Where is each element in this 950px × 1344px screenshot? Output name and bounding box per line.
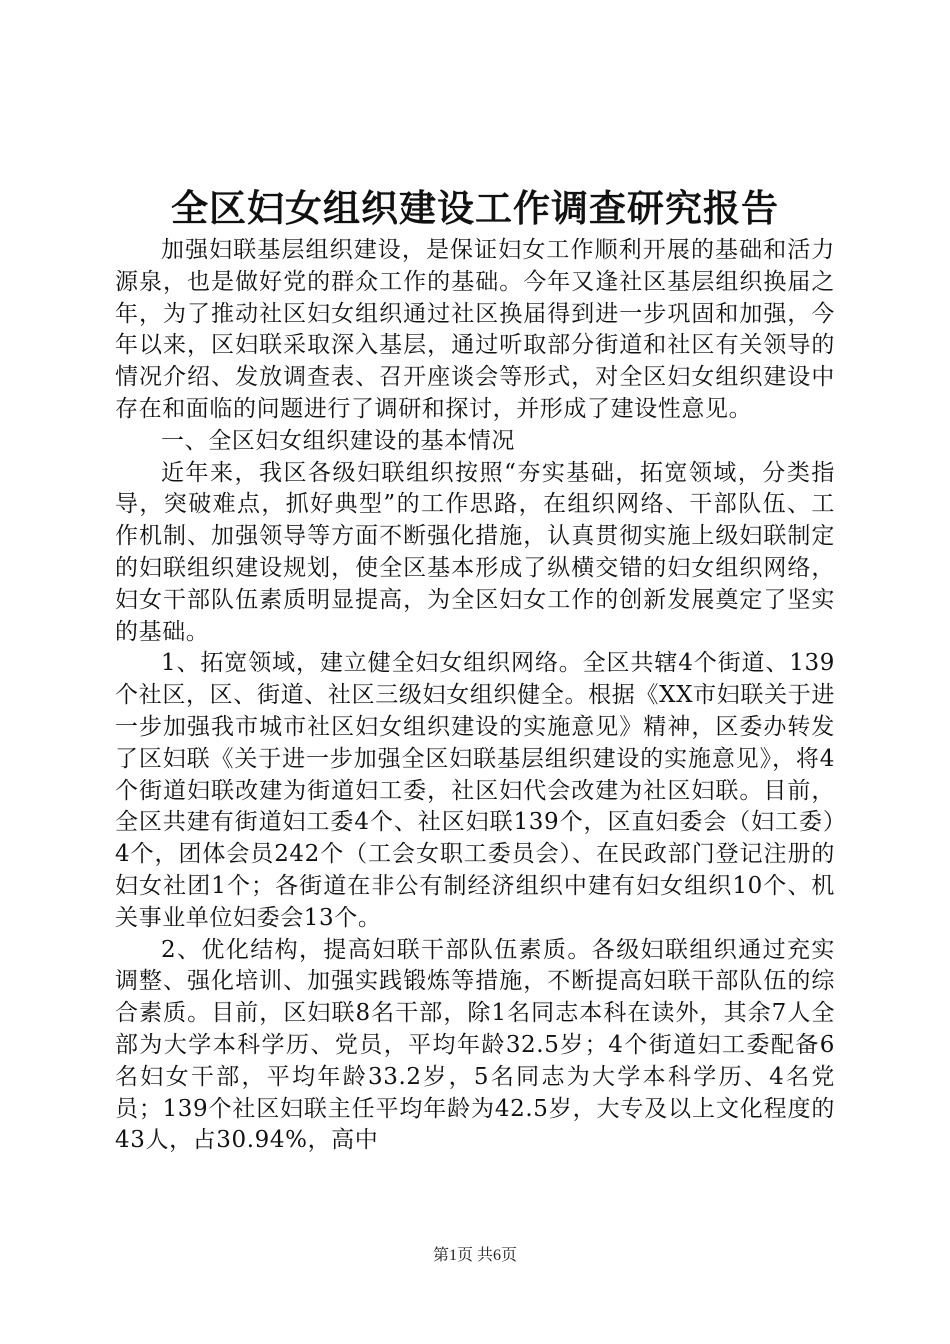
organization-network-paragraph: 1、拓宽领域，建立健全妇女组织网络。全区共辖4个街道、139个社区，区、街道、社区三级妇女组织健全。根据《XX市妇联关于进一步加强我市城市社区妇女组织建设的实施意见》精神，区委办转发了区妇联《关于进一步加强全区妇联基层组织建设的实施意见》，将4个街道妇联改建为街道妇工委，社区妇代会改建为社区妇联。目前，全区共建有街道妇工委4个、社区妇联139个，区直妇委会（妇工委）4个，团体会员242个（工会女职工委员会）、在民政部门登记注册的妇女社团1个；各街道在非公有制经济组织中建有妇女组织10个、机关事业单位妇委会13个。 xyxy=(115,650,835,931)
intro-paragraph: 加强妇联基层组织建设，是保证妇女工作顺利开展的基础和活力源泉，也是做好党的群众工作的基础。今年又逢社区基层组织换届之年，为了推动社区妇女组织通过社区换届得到进一步巩固和加强，今年以来，区妇联采取深入基层，通过听取部分街道和社区有关领导的情况介绍、发放调查表、召开座谈会等形式，对全区妇女组织建设中存在和面临的问题进行了调研和探讨，并形成了建设性意见。 xyxy=(115,237,835,422)
cadre-quality-paragraph: 2、优化结构，提高妇联干部队伍素质。各级妇联组织通过充实调整、强化培训、加强实践锻炼等措施，不断提高妇联干部队伍的综合素质。目前，区妇联8名干部，除1名同志本科在读外，其余7人全部为大学本科学历、党员，平均年龄32.5岁；4个街道妇工委配备6名妇女干部，平均年龄33.2岁，5名同志为大学本科学历、4名党员；139个社区妇联主任平均年龄为42.5岁，大专及以上文化程度的43人，占30.94%，高中 xyxy=(115,936,835,1154)
document-title: 全区妇女组织建设工作调查研究报告 xyxy=(171,186,779,230)
page-number-footer: 第1页 共6页 xyxy=(432,1247,517,1264)
document-body xyxy=(115,235,835,1157)
overview-paragraph: 近年来，我区各级妇联组织按照“夯实基础，拓宽领域，分类指导，突破难点，抓好典型”的工作思路，在组织网络、干部队伍、工作机制、加强领导等方面不断强化措施，认真贯彻实施上级妇联制定的妇联组织建设规划，使全区基本形成了纵横交错的妇女组织网络，妇女干部队伍素质明显提高，为全区妇女工作的创新发展奠定了坚实的基础。 xyxy=(115,459,835,645)
section-heading: 一、全区妇女组织建设的基本情况 xyxy=(161,427,515,454)
